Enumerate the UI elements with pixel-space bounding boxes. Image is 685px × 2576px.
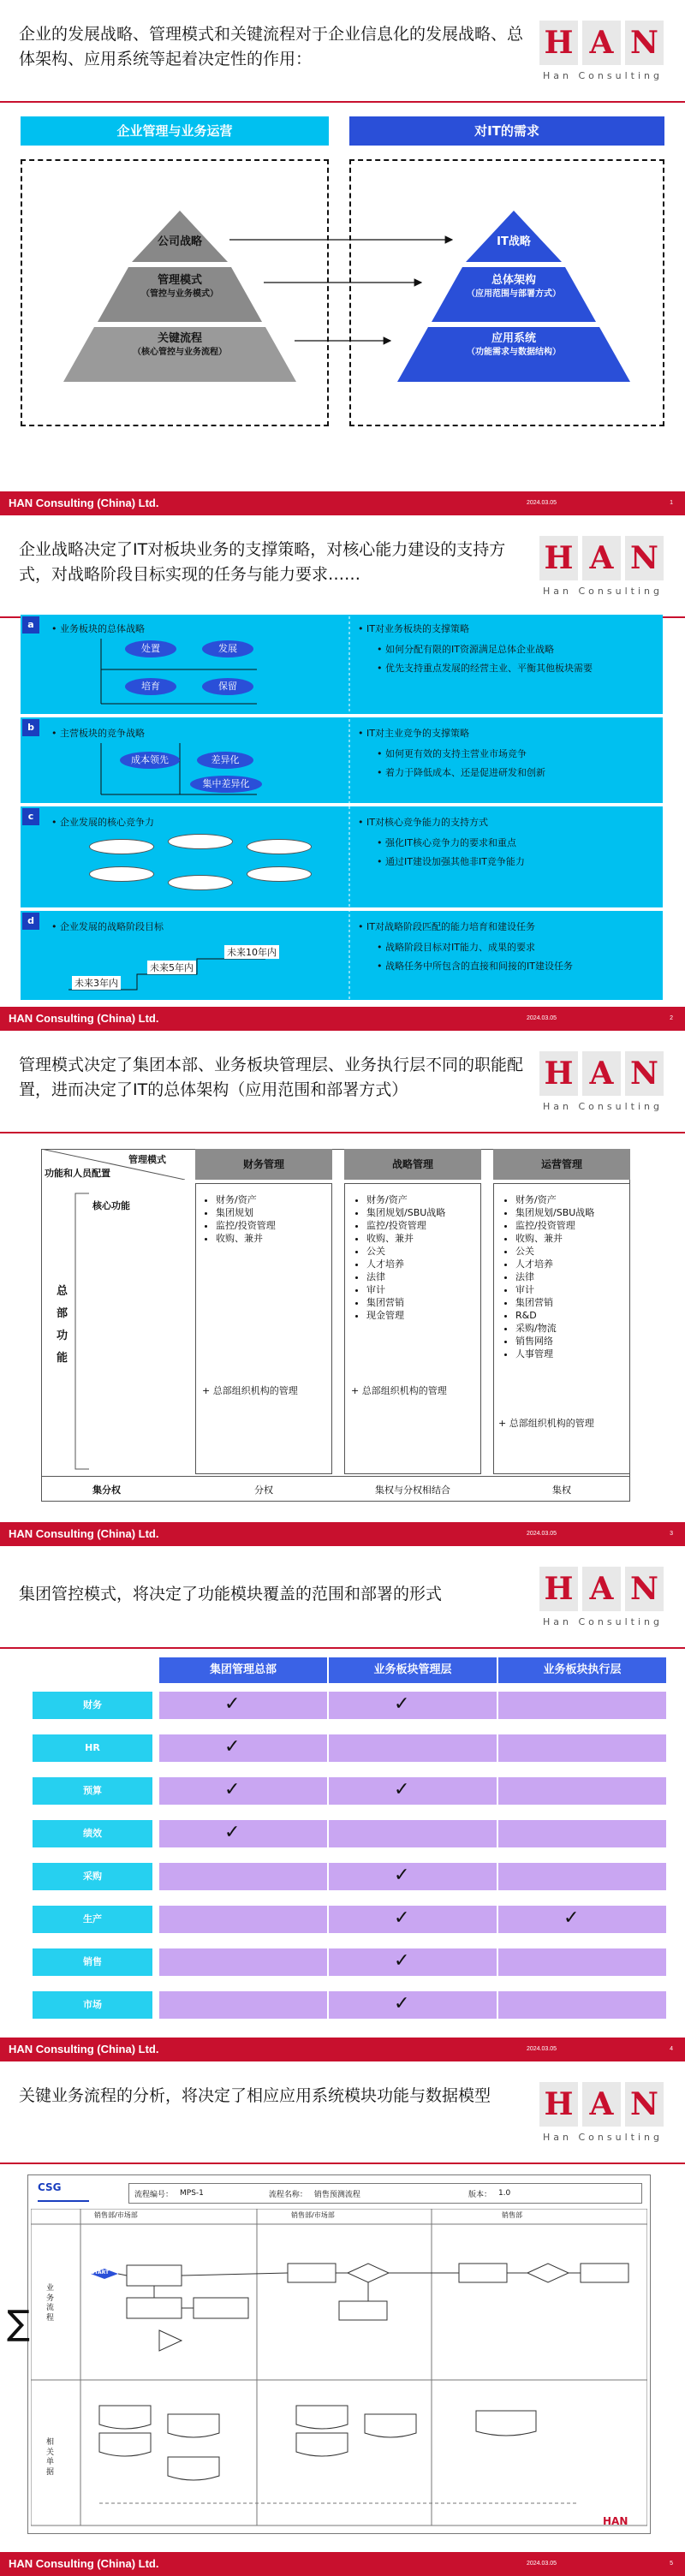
start-node-label: START (91, 2270, 110, 2276)
row-c-oval-2 (168, 834, 233, 849)
matrix-cell (329, 1692, 497, 1719)
col-strategic-bottom: + 总部组织机构的管理 (351, 1385, 447, 1396)
row-a-left-title: • 业务板块的总体战略 (51, 623, 145, 634)
lane-label-documents: 相关单据 (46, 2438, 55, 2478)
han-logo: H A N Han Consulting (539, 2082, 666, 2151)
slide-strategy-framework (0, 0, 685, 515)
row-a-oval-3: 培育 (125, 678, 176, 695)
han-logo: H A N Han Consulting (539, 536, 666, 604)
check-icon: ✓ (394, 1779, 410, 1800)
check-icon: ✓ (563, 1907, 580, 1929)
left-level-2-sub: （管控与业务模式） (141, 289, 218, 299)
han-logo: H A N Han Consulting (539, 1567, 666, 1635)
matrix-cell (159, 1692, 327, 1719)
slide-title: 集团管控模式，将决定了功能模块覆盖的范围和部署的形式 (19, 1585, 443, 1603)
slide-title: 管理模式决定了集团本部、业务板块管理层、业务执行层不同的职能配置，进而决定了IT的总体架构（应用范围和部署方式） (19, 1056, 524, 1099)
right-level-1-label: IT战略 (497, 235, 531, 248)
matrix-cell (159, 1906, 327, 1933)
row-c-oval-3 (247, 839, 312, 854)
row-d-step-1: 未来3年内 (72, 976, 121, 990)
row-c-right-title: • IT对核心竞争能力的支持方式 (358, 817, 488, 828)
matrix-cell (498, 1777, 666, 1805)
title-divider (0, 1647, 685, 1649)
left-level-2-label: 管理模式 (157, 274, 202, 287)
row-d-left-title: • 企业发展的战略阶段目标 (51, 921, 164, 932)
col-operational-bottom: + 总部组织机构的管理 (498, 1418, 594, 1429)
mapping-arrows (0, 0, 685, 515)
right-column-header: 对IT的需求 (349, 116, 664, 146)
slide-footer: HAN Consulting (China) Ltd. 2024.03.05 3 (0, 1522, 685, 1546)
slide-management-model (0, 1031, 685, 1546)
slide-footer: HAN Consulting (China) Ltd. 2024.03.05 5 (0, 2552, 685, 2576)
core-function-label: 核心功能 (92, 1200, 130, 1211)
corner-label-bottom: 功能和人员配置 (45, 1168, 110, 1179)
sigma-icon: ∑ (7, 2304, 30, 2343)
hq-function-label: 总部功能 (57, 1285, 68, 1365)
matrix-cell (159, 1863, 327, 1890)
row-c-right-item-1: • 强化IT核心竞争力的要求和重点 (377, 837, 516, 848)
matrix-cell (329, 1734, 497, 1762)
matrix-header-segment-exec: 业务板块执行层 (498, 1657, 666, 1683)
slide-title: 企业战略决定了IT对板块业务的支撑策略，对核心能力建设的支持方式，对战略阶段目标实现的任务与能力要求…… (19, 540, 506, 584)
slide-process-analysis (0, 2061, 685, 2576)
matrix-cell (329, 1906, 497, 1933)
check-icon: ✓ (394, 1993, 410, 2014)
title-divider (0, 1132, 685, 1133)
matrix-cell (329, 1991, 497, 2019)
right-level-2-label: 总体架构 (491, 274, 536, 287)
right-level-3-sub: （功能需求与数据结构） (467, 348, 561, 357)
matrix-cell (329, 1820, 497, 1847)
han-logo: H A N Han Consulting (539, 21, 666, 89)
matrix-header-hq: 集团管理总部 (159, 1657, 327, 1683)
check-icon: ✓ (394, 1865, 410, 1886)
slide-title: 企业的发展战略、管理模式和关键流程对于企业信息化的发展战略、总体架构、应用系统等起着决定性的作用： (19, 25, 524, 68)
footer-operational: 集权 (552, 1484, 571, 1496)
swimlane-diagram (31, 2209, 647, 2531)
slide-footer: HAN Consulting (China) Ltd. 2024.03.05 2 (0, 1007, 685, 1031)
footer-strategic: 集权与分权相结合 (375, 1484, 450, 1496)
left-column-header: 企业管理与业务运营 (21, 116, 329, 146)
slide-footer: HAN Consulting (China) Ltd. 2024.03.05 1 (0, 491, 685, 515)
check-icon: ✓ (394, 1693, 410, 1715)
row-b-left-title: • 主营板块的竞争战略 (51, 728, 145, 739)
check-icon: ✓ (224, 1693, 241, 1715)
row-d-step-3: 未来10年内 (224, 945, 279, 959)
col-header-strategic: 战略管理 (344, 1149, 481, 1180)
check-icon: ✓ (224, 1779, 241, 1800)
slide-title: 关键业务流程的分析，将决定了相应应用系统模块功能与数据模型 (19, 2086, 491, 2105)
row-b-right-title: • IT对主业竞争的支撑策略 (358, 728, 469, 739)
row-a-right-title: • IT对业务板块的支撑策略 (358, 623, 469, 634)
doc-field-row: 流程编号： MPS-1 流程名称： 销售预测流程 版本： 1.0 (128, 2183, 642, 2204)
matrix-cell (159, 1777, 327, 1805)
corner-label-top: 管理模式 (128, 1154, 166, 1165)
matrix-row-label: 市场 (33, 1991, 152, 2019)
row-a-oval-4: 保留 (202, 678, 253, 695)
lane-header-1: 销售部/市场部 (94, 2211, 138, 2219)
col-header-financial: 财务管理 (195, 1149, 332, 1180)
row-b-right-item-2: • 着力于降低成本、还是促进研发和创新 (377, 767, 545, 778)
doc-brand-mark: HAN (603, 2515, 628, 2527)
col-operational-list: • 财务/资产 • 集团规划/SBU战略 • 监控/投资管理 • 收购、兼并 • 公关 • 人才培养 • 法律 • 审计 • 集团营销 • R&D • 采购/物流 • 销售网络 • 人事管理 (515, 1193, 627, 1360)
row-c-oval-6 (247, 866, 312, 882)
row-tag-c: c (22, 808, 39, 825)
footer-row-line (41, 1476, 630, 1477)
matrix-cell (329, 1863, 497, 1890)
matrix-cell (159, 1820, 327, 1847)
matrix-cell (329, 1948, 497, 1976)
slide-control-matrix (0, 1546, 685, 2061)
col-header-operational: 运营管理 (493, 1149, 630, 1180)
matrix-cell (329, 1777, 497, 1805)
check-icon: ✓ (394, 1950, 410, 1972)
left-level-3-sub: （核心管控与业务流程） (133, 348, 227, 357)
row-c-right-item-2: • 通过IT建设加强其他非IT竞争能力 (377, 856, 525, 867)
row-b-right-item-1: • 如何更有效的支持主营业市场竞争 (377, 748, 527, 759)
matrix-cell (498, 1948, 666, 1976)
col-financial-bottom: + 总部组织机构的管理 (202, 1385, 298, 1396)
row-b-oval-2: 差异化 (197, 752, 253, 769)
matrix-cell (159, 1734, 327, 1762)
row-tag-d: d (22, 913, 39, 930)
matrix-cell (498, 1991, 666, 2019)
row-tag-a: a (22, 616, 39, 634)
check-icon: ✓ (224, 1822, 241, 1843)
slide-footer: HAN Consulting (China) Ltd. 2024.03.05 4 (0, 2038, 685, 2061)
row-tag-b: b (22, 719, 39, 736)
row-d-step-2: 未来5年内 (147, 961, 196, 974)
matrix-row-label: 销售 (33, 1948, 152, 1976)
footer-label-left: 集分权 (92, 1484, 121, 1496)
matrix-cell (498, 1906, 666, 1933)
matrix-cell (498, 1692, 666, 1719)
row-a-right-item-2: • 优先支持重点发展的经营主业、平衡其他板块需要 (377, 663, 593, 674)
right-level-3-label: 应用系统 (491, 332, 536, 345)
row-d-right-item-2: • 战略任务中所包含的直接和间接的IT建设任务 (377, 961, 573, 972)
left-level-1-label: 公司战略 (157, 235, 202, 248)
matrix-row-label: HR (33, 1734, 152, 1762)
matrix-cell (498, 1820, 666, 1847)
matrix-header-segment-mgmt: 业务板块管理层 (329, 1657, 497, 1683)
col-financial-list: • 财务/资产 • 集团规划 • 监控/投资管理 • 收购、兼并 (216, 1193, 327, 1245)
matrix-row-label: 财务 (33, 1692, 152, 1719)
han-logo: H A N Han Consulting (539, 1051, 666, 1120)
matrix-row-label: 绩效 (33, 1820, 152, 1847)
lane-header-3: 销售部 (502, 2211, 522, 2219)
matrix-cell (498, 1863, 666, 1890)
lane-header-2: 销售部/市场部 (291, 2211, 335, 2219)
row-c-oval-1 (89, 839, 154, 854)
matrix-row-label: 预算 (33, 1777, 152, 1805)
right-level-2-sub: （应用范围与部署方式） (467, 289, 561, 299)
check-icon: ✓ (394, 1907, 410, 1929)
row-c-left-title: • 企业发展的核心竞争力 (51, 817, 154, 828)
row-c-oval-5 (168, 875, 233, 890)
hq-bracket (72, 1190, 92, 1472)
footer-financial: 分权 (254, 1484, 273, 1496)
row-a-right-item-1: • 如何分配有限的IT资源满足总体企业战略 (377, 644, 554, 655)
title-divider (0, 2163, 685, 2164)
matrix-row-label: 生产 (33, 1906, 152, 1933)
matrix-row-label: 采购 (33, 1863, 152, 1890)
row-d-right-title: • IT对战略阶段匹配的能力培育和建设任务 (358, 921, 535, 932)
doc-logo: CSG (38, 2181, 89, 2202)
row-a-oval-1: 处置 (125, 640, 176, 657)
row-c-oval-4 (89, 866, 154, 882)
col-strategic-list: • 财务/资产 • 集团规划/SBU战略 • 监控/投资管理 • 收购、兼并 • 公关 • 人才培养 • 法律 • 审计 • 集团营销 • 现金管理 (366, 1193, 478, 1322)
row-d-right-item-1: • 战略阶段目标对IT能力、成果的要求 (377, 942, 535, 953)
lane-label-process: 业务流程 (46, 2284, 55, 2323)
row-b-oval-3: 集中差异化 (190, 776, 262, 793)
matrix-cell (159, 1948, 327, 1976)
slide-it-strategy (0, 515, 685, 1031)
row-b-oval-1: 成本领先 (120, 752, 180, 769)
matrix-cell (159, 1991, 327, 2019)
row-a-oval-2: 发展 (202, 640, 253, 657)
left-level-3-label: 关键流程 (157, 332, 202, 345)
matrix-cell (498, 1734, 666, 1762)
check-icon: ✓ (224, 1736, 241, 1758)
